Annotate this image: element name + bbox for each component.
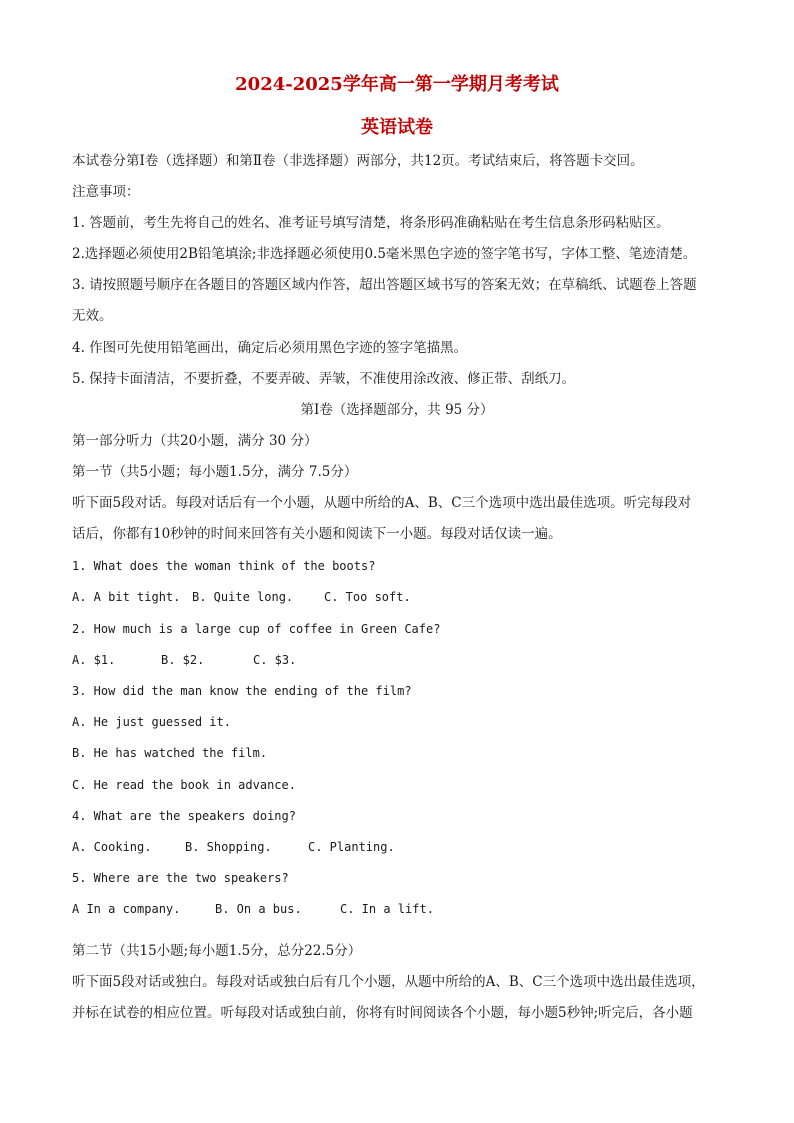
section1-instructions-line1: 听下面5段对话。每段对话后有一个小题，从题中所给的A、B、C三个选项中选出最佳选项。听完每段对 bbox=[72, 495, 692, 511]
question-4-option-b[interactable]: B. Shopping. bbox=[185, 840, 272, 854]
question-4-stem: 4. What are the speakers doing? bbox=[72, 809, 296, 823]
question-4-option-c[interactable]: C. Planting. bbox=[308, 840, 395, 854]
note-3: 3. 请按照题号顺序在各题目的答题区域内作答，超出答题区域书写的答案无效；在草稿纸、试题卷上答题 bbox=[72, 277, 697, 293]
question-1-option-a[interactable]: A. A bit tight. bbox=[72, 590, 181, 604]
question-1-stem: 1. What does the woman think of the boots? bbox=[72, 559, 376, 573]
question-1-option-b[interactable]: B. Quite long. bbox=[192, 590, 294, 604]
question-3-option-c[interactable]: C. He read the book in advance. bbox=[72, 778, 296, 792]
question-1-options bbox=[72, 587, 732, 607]
section2-instructions-line2: 并标在试卷的相应位置。听每段对话或独白前，你将有时间阅读各个小题，每小题5秒钟;听完后，各小题 bbox=[72, 1005, 693, 1021]
question-2-option-c[interactable]: C. $3. bbox=[253, 653, 297, 667]
exam-subject: 英语试卷 bbox=[361, 117, 433, 138]
question-5-options bbox=[72, 899, 732, 919]
intro-text: 本试卷分第Ⅰ卷（选择题）和第Ⅱ卷（非选择题）两部分，共12页。考试结束后，将答题卡交回。 bbox=[72, 153, 644, 169]
question-4-options bbox=[72, 837, 732, 857]
question-2-stem: 2. How much is a large cup of coffee in Green Cafe? bbox=[72, 622, 441, 636]
notes-title: 注意事项： bbox=[72, 184, 140, 200]
question-5-option-c[interactable]: C. In a lift. bbox=[340, 902, 434, 916]
question-4-option-a[interactable]: A. Cooking. bbox=[72, 840, 152, 854]
question-2-option-a[interactable]: A. $1. bbox=[72, 653, 116, 667]
question-5-option-b[interactable]: B. On a bus. bbox=[215, 902, 302, 916]
section1-title: 第一节（共5小题；每小题1.5分，满分 7.5分） bbox=[72, 464, 358, 480]
exam-title: 2024-2025学年高一第一学期月考考试 bbox=[235, 74, 559, 95]
note-5: 5. 保持卡面清洁，不要折叠，不要弄破、弄皱，不准使用涂改液、修正带、刮纸刀。 bbox=[72, 371, 576, 387]
question-2-option-b[interactable]: B. $2. bbox=[161, 653, 205, 667]
section2-instructions-line1: 听下面5段对话或独白。每段对话或独白后有几个小题，从题中所给的A、B、C三个选项中选出最佳选项， bbox=[72, 974, 705, 990]
note-3-continued: 无效。 bbox=[72, 308, 113, 324]
part1-title: 第一部分听力（共20小题，满分 30 分） bbox=[72, 433, 318, 449]
note-4: 4. 作图可先使用铅笔画出，确定后必须用黑色字迹的签字笔描黑。 bbox=[72, 340, 468, 356]
question-3-stem: 3. How did the man know the ending of the film? bbox=[72, 684, 412, 698]
note-1: 1. 答题前，考生先将自己的姓名、准考证号填写清楚，将条形码准确粘贴在考生信息条形码粘贴区。 bbox=[72, 215, 670, 231]
volume1-title: 第Ⅰ卷（选择题部分，共 95 分） bbox=[300, 402, 494, 418]
question-1-option-c[interactable]: C. Too soft. bbox=[324, 590, 411, 604]
question-2-options bbox=[72, 650, 732, 670]
question-5-stem: 5. Where are the two speakers? bbox=[72, 871, 289, 885]
section1-instructions-line2: 话后，你都有10秒钟的时间来回答有关小题和阅读下一小题。每段对话仅读一遍。 bbox=[72, 526, 562, 542]
note-2: 2.选择题必须使用2B铅笔填涂;非选择题必须使用0.5毫米黑色字迹的签字笔书写，字体工整、笔迹清楚。 bbox=[72, 246, 697, 262]
section2-title: 第二节（共15小题;每小题1.5分，总分22.5分） bbox=[72, 943, 362, 959]
question-5-option-a[interactable]: A In a company. bbox=[72, 902, 181, 916]
question-3-option-b[interactable]: B. He has watched the film. bbox=[72, 746, 268, 760]
question-3-option-a[interactable]: A. He just guessed it. bbox=[72, 715, 231, 729]
